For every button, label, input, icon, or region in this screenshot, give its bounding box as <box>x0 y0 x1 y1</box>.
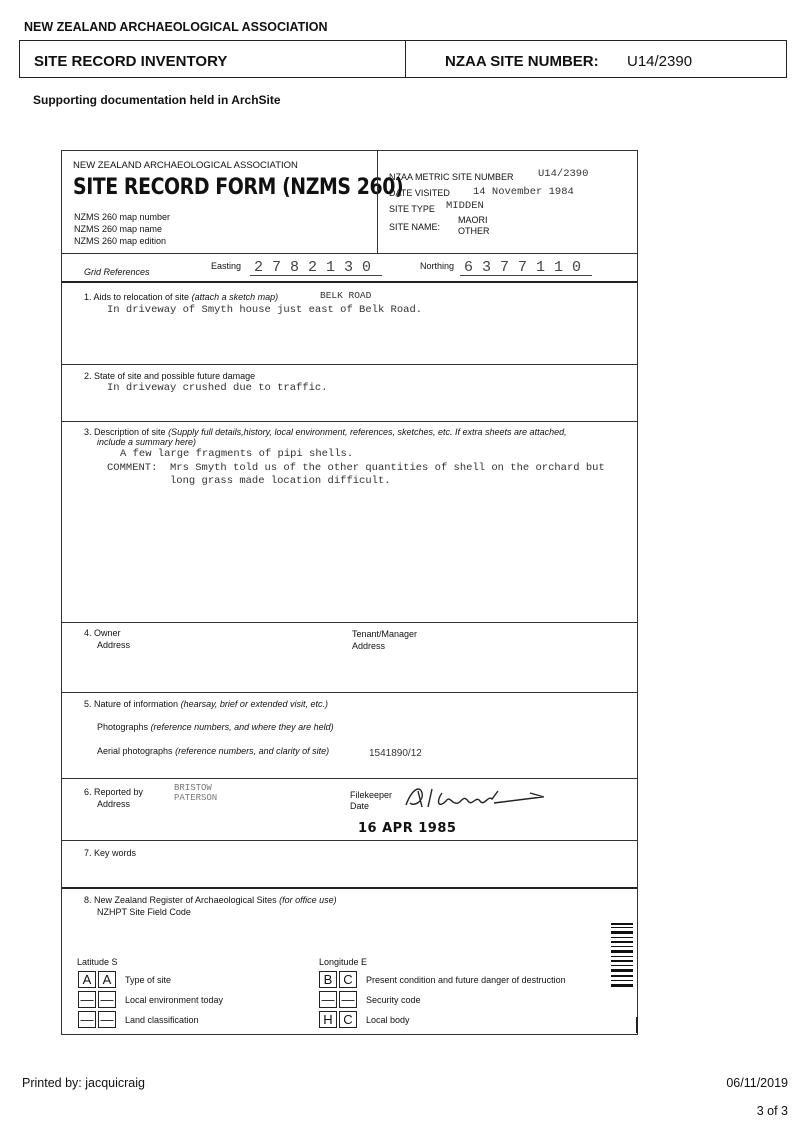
lat-row-2-label: Local environment today <box>125 995 224 1005</box>
date-stamp: 16 APR 1985 <box>358 821 457 836</box>
date-visited-label: DATE VISITED <box>389 188 450 198</box>
long-code-3b: C <box>339 1011 357 1028</box>
s4-owner: 4. Owner <box>84 628 121 638</box>
s1-title: 1. Aids to relocation of site <box>84 292 190 302</box>
s6-address: Address <box>97 799 131 809</box>
s8-label <box>84 895 337 905</box>
s1-text: In driveway of Smyth house just east of Belk Road. <box>107 304 423 316</box>
long-code-1b: C <box>339 971 357 988</box>
s5-title: 5. Nature of information <box>84 699 179 709</box>
long-code-2b: — <box>339 991 357 1008</box>
print-date: 06/11/2019 <box>726 1076 788 1090</box>
filekeeper-signature <box>402 781 552 817</box>
s1-label <box>84 292 278 302</box>
org-heading: NEW ZEALAND ARCHAEOLOGICAL ASSOCIATION <box>24 20 328 34</box>
s5-aerial <box>97 746 329 756</box>
s3-text-1: A few large fragments of pipi shells. <box>120 448 354 460</box>
s5-note: (hearsay, brief or extended visit, etc.) <box>180 699 328 709</box>
form-title: SITE RECORD FORM (NZMS 260) <box>73 175 404 200</box>
longitude-label: Longitude E <box>319 957 368 967</box>
metric-site-label: NZAA METRIC SITE NUMBER <box>389 172 514 182</box>
s1-note: (attach a sketch map) <box>191 292 279 302</box>
northing-digit: 3 <box>482 259 492 276</box>
northing-label: Northing <box>420 261 455 271</box>
site-name-value-2: OTHER <box>458 226 490 236</box>
s3-note-2: include a summary here) <box>97 437 197 447</box>
s6-name-1: BRISTOW <box>174 783 212 793</box>
easting-digit: 8 <box>290 259 300 276</box>
s4-tenant: Tenant/Manager <box>352 629 418 639</box>
northing-digit: 7 <box>518 259 528 276</box>
long-row-2-label: Security code <box>366 995 421 1005</box>
site-number-value: U14/2390 <box>627 53 693 70</box>
lat-code-1a: A <box>78 971 96 988</box>
s6-date: Date <box>350 801 370 811</box>
lat-code-3b: — <box>98 1011 116 1028</box>
easting-digit: 2 <box>254 259 264 276</box>
site-number-label: NZAA SITE NUMBER: <box>445 53 599 70</box>
easting-digit: 3 <box>344 259 354 276</box>
latitude-label: Latitude S <box>77 957 118 967</box>
map-name-label: NZMS 260 map name <box>74 224 163 234</box>
s6-name-2: PATERSON <box>174 793 218 803</box>
lat-code-2a: — <box>78 991 96 1008</box>
printed-by: Printed by: jacquicraig <box>22 1076 145 1090</box>
easting-digit: 1 <box>326 259 336 276</box>
supporting-doc-note: Supporting documentation held in ArchSite <box>33 93 281 107</box>
s5-aerial-note: (reference numbers, and clarity of site) <box>175 746 330 756</box>
lat-row-1-label: Type of site <box>125 975 172 985</box>
grid-references-label: Grid References <box>84 267 150 277</box>
northing-digit: 0 <box>572 259 582 276</box>
northing-digit: 1 <box>554 259 564 276</box>
s5-photos-label: Photographs <box>97 722 149 732</box>
page-number: 3 of 3 <box>756 1104 788 1118</box>
long-code-3a: H <box>319 1011 337 1028</box>
long-row-3-label: Local body <box>366 1015 410 1025</box>
s2-text: In driveway crushed due to traffic. <box>107 382 328 394</box>
northing-digit: 1 <box>536 259 546 276</box>
s8-field-code: NZHPT Site Field Code <box>97 907 191 917</box>
s3-text-2: COMMENT: Mrs Smyth told us of the other quantities of shell on the orchard but <box>107 462 605 474</box>
s6-reported: 6. Reported by <box>84 787 144 797</box>
s4-address-2: Address <box>352 641 386 651</box>
s7-keywords: 7. Key words <box>84 848 137 858</box>
s5-photos <box>97 722 334 732</box>
easting-digit: 7 <box>272 259 282 276</box>
s3-note: (Supply full details,history, local environment, references, sketches, etc. If extra sheets are attached, <box>168 427 567 437</box>
s4-address: Address <box>97 640 131 650</box>
site-type-label: SITE TYPE <box>389 204 435 214</box>
inventory-title: SITE RECORD INVENTORY <box>34 53 228 70</box>
site-name-value-1: MAORI <box>458 215 488 225</box>
s6-filekeeper: Filekeeper <box>350 790 393 800</box>
easting-label: Easting <box>211 261 242 271</box>
easting-digit: 2 <box>308 259 318 276</box>
s3-label <box>84 427 567 437</box>
lat-code-2b: — <box>98 991 116 1008</box>
northing-digit: 6 <box>464 259 474 276</box>
s1-road: BELK ROAD <box>320 290 372 301</box>
site-name-label: SITE NAME: <box>389 222 441 232</box>
lat-code-1b: A <box>98 971 116 988</box>
s3-text-3: long grass made location difficult. <box>107 475 391 487</box>
s2-label: 2. State of site and possible future damage <box>84 371 256 381</box>
s5-label <box>84 699 328 709</box>
long-code-2a: — <box>319 991 337 1008</box>
long-row-1-label: Present condition and future danger of destruction <box>366 975 566 985</box>
map-edition-label: NZMS 260 map edition <box>74 236 167 246</box>
site-record-form <box>61 150 638 1035</box>
site-type-value: MIDDEN <box>446 200 484 212</box>
s8-title: 8. New Zealand Register of Archaeological Sites <box>84 895 277 905</box>
lat-code-3a: — <box>78 1011 96 1028</box>
s3-title: 3. Description of site <box>84 427 166 437</box>
northing-digit: 7 <box>500 259 510 276</box>
s5-aerial-value: 1541890/12 <box>369 748 422 759</box>
easting-digit: 0 <box>362 259 372 276</box>
s5-photos-note: (reference numbers, and where they are held) <box>150 722 334 732</box>
s8-note: (for office use) <box>279 895 337 905</box>
map-number-label: NZMS 260 map number <box>74 212 171 222</box>
date-visited-value: 14 November 1984 <box>473 186 574 198</box>
form-org: NEW ZEALAND ARCHAEOLOGICAL ASSOCIATION <box>73 160 298 171</box>
inventory-header-box <box>19 40 787 78</box>
long-code-1a: B <box>319 971 337 988</box>
s5-aerial-label: Aerial photographs <box>97 746 173 756</box>
lat-row-3-label: Land classification <box>125 1015 199 1025</box>
metric-site-value: U14/2390 <box>538 168 589 180</box>
